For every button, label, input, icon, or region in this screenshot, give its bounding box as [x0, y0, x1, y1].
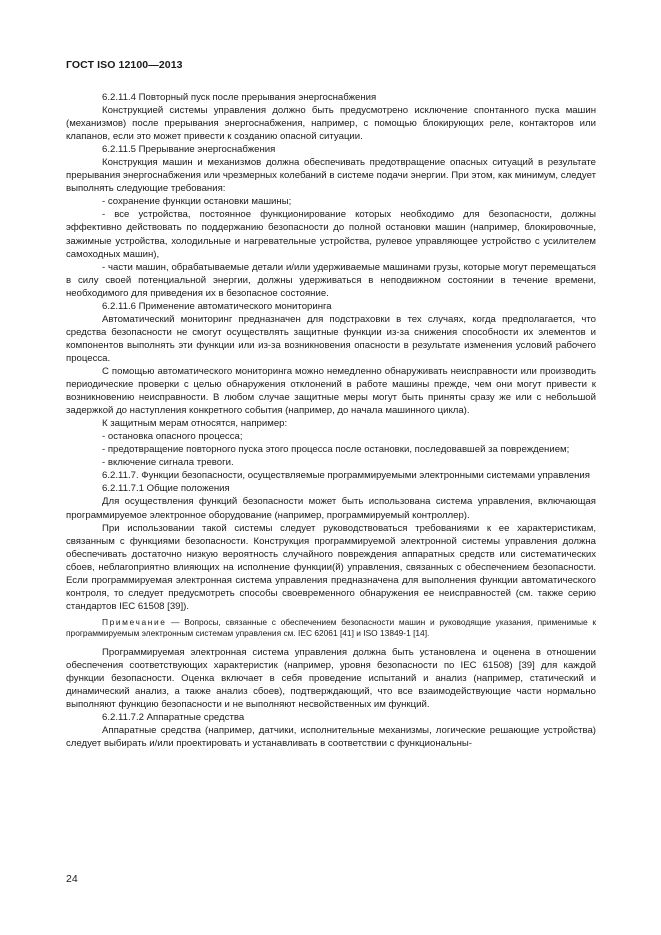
paragraph: Автоматический мониторинг предназначен для подстраховки в тех случаях, когда предполагается, что средства безопасности не смогут осуществлять защитные функции из-за снижения способности их элементов и компонентов выполнять эти функции или из-за возникновения опасности в результате изменения условий рабочего процесса. [66, 313, 596, 364]
note [66, 617, 596, 640]
note-label: Примечание [102, 616, 167, 627]
list-item: - остановка опасного процесса; [102, 431, 243, 443]
paragraph: Для осуществления функций безопасности может быть использована система управления, включающая программируемое электронное оборудование (например, программируемый контроллер). [66, 496, 596, 521]
list-item: - предотвращение повторного пуска этого процесса после остановки, последовавшей за повреждением; [102, 444, 570, 456]
section-heading: 6.2.11.6 Применение автоматического мониторинга [102, 300, 332, 312]
paragraph: С помощью автоматического мониторинга можно немедленно обнаруживать неисправности или производить периодические проверки с целью обнаружения отклонений в работе машины прежде, чем они могут привести к возникновению неисправности. В любом случае защитные меры могут быть приняты сразу же или с небольшой задержкой до наступления конкретного события (например, до начала машинного цикла). [66, 365, 596, 417]
paragraph: К защитным мерам относятся, например: [102, 418, 288, 430]
paragraph: При использовании такой системы следует руководствоваться требованиями к ее характеристикам, связанным с функциями безопасности. Конструкция программируемой электронной системы управления должна обеспечивать достаточно низкую вероятность случайного повреждения аппаратных средств или систематических сбоев, неблагоприятно влияющих на исполнение функции(й) управления, связанных с обеспечением безопасности. Если программируемая электронная система управления предназначена для выполнения функции автоматического контроля, то следует предусмотреть способы своевременного обнаружения ее неисправностей (см. также серию стандартов IEC 61508 [39]). [66, 522, 596, 612]
list-item: - части машин, обрабатываемые детали и/или удерживаемые машинами грузы, которые могут перемещаться в силу своей потенциальной энергии, должны удерживаться в неподвижном состоянии в течение времени, необходимого для приведения их в безопасное состояние. [66, 261, 596, 299]
list-item: - сохранение функции остановки машины; [102, 196, 292, 208]
section-heading: 6.2.11.4 Повторный пуск после прерывания энергоснабжения [102, 92, 377, 103]
paragraph: Конструкция машин и механизмов должна обеспечивать предотвращение опасных ситуаций в результате прерывания энергоснабжения или чрезмерных колебаний в системе подачи энергии. При этом, как минимум, следует выполнять следующие требования: [66, 157, 596, 195]
document-body [66, 91, 596, 750]
list-item: - все устройства, постоянное функционирование которых необходимо для безопасности, должны эффективно действовать по поддержанию безопасности до полной остановки машин (например, блокировочные, зажимные устройства, холодильные и нагревательные устройства, рулевое управляющее устройство с усилителем самоходных машин), [66, 209, 596, 260]
note-text: — Вопросы, связанные с обеспечением безопасности машин и руководящие указания, применимые к программируемым электронным системам управления см. IEC 62061 [41] и ISO 13849-1 [14]. [66, 616, 596, 639]
document-header: ГОСТ ISO 12100—2013 [66, 59, 183, 71]
paragraph: 6.2.11.7. Функции безопасности, осуществляемые программируемыми электронными системами управления [102, 470, 590, 482]
section-heading: 6.2.11.7.1 Общие положения [102, 483, 230, 495]
paragraph: Программируемая электронная система управления должна быть установлена и оценена в отношении обеспечения соответствующих характеристик (например, уровня безопасности по IEC 61508) [39] для каждой функции безопасности. Оценка включает в себя проведение испытаний и анализ (например, статический и динамический анализ, а также анализ сбоев), подтверждающий, что все взаимодействующие части нормально выполняют функцию безопасности и не выполняют несвойственных им функций. [66, 646, 596, 711]
section-heading: 6.2.11.7.2 Аппаратные средства [102, 712, 245, 724]
page-number: 24 [66, 873, 78, 885]
list-item: - включение сигнала тревоги. [102, 457, 234, 469]
paragraph: Аппаратные средства (например, датчики, исполнительные механизмы, логические решающие устройства) следует выбирать и/или проектировать и устанавливать в соответствии с функциональны- [66, 725, 596, 750]
section-heading: 6.2.11.5 Прерывание энергоснабжения [102, 144, 276, 156]
paragraph: Конструкцией системы управления должно быть предусмотрено исключение спонтанного пуска машин (механизмов) после прерывания энергоснабжения, например, с помощью блокирующих реле, контакторов или клапанов, если это может привести к созданию опасной ситуации. [66, 105, 596, 143]
